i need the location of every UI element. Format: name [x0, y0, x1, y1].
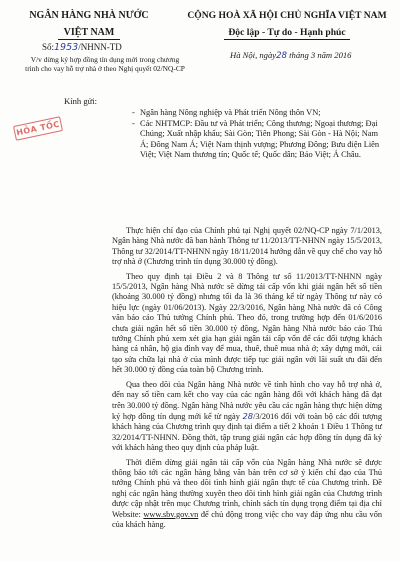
urgent-stamp: HỎA TỐC: [13, 116, 63, 141]
place-date-suffix: tháng 3 năm 2016: [289, 50, 352, 60]
body-paragraph-2: Theo quy định tại Điều 2 và 8 Thông tư số 11/2013/TT-NHNN ngày 15/5/2013, Ngân hàng Nhà nước sẽ dừng tái cấp vốn khi giải ngân hết số tiền (khoảng 30.000 tỷ đồng) nhưng tối đa là 36 tháng kể từ ngày Thông tư này có hiệu lực (ngày 01/06/2013). Ngày 22/3/2016, Ngân hàng Nhà nước đã có Công văn báo cáo Thủ tướng Chính phủ. Theo đó, trong trường hợp đến 01/6/2016 chưa giải ngân hết số tiền 30.000 tỷ đồng, Ngân hàng Nhà nước báo cáo Thủ tướng Chính phủ xem xét gia hạn giải ngân tái cấp vốn để các đối tượng khách hàng cá nhân, hộ gia đình vay để mua, thuê, thuê mua nhà ở; xây dựng mới, cải tạo sửa chữa lại nhà ở của mình được tiếp tục giải ngân với lãi suất ưu đãi đến hết 30.000 tỷ đồng của toàn bộ Chương trình.: [112, 271, 382, 375]
p3-handwritten-day: 28: [242, 410, 254, 421]
document-subject: V/v dừng ký hợp đồng tín dụng mới trong chương trình cho vay hỗ trợ nhà ở theo Nghị quyết 02/NQ-CP: [25, 55, 185, 74]
place-date: [230, 50, 351, 61]
doc-number-handwritten: 1953: [54, 42, 79, 53]
document-body: [112, 226, 382, 534]
doc-number-suffix: /NHNN-TD: [78, 42, 122, 52]
day-handwritten: 28: [276, 51, 288, 61]
body-paragraph-3: [112, 380, 382, 454]
issuer-block: [14, 10, 164, 40]
doc-number-prefix: Số:: [42, 42, 55, 52]
national-title-block: [182, 10, 392, 40]
website-link[interactable]: www.sbv.gov.vn: [143, 509, 199, 519]
issuer-name-line1: NGÂN HÀNG NHÀ NƯỚC: [29, 10, 149, 21]
recipient-item: - Ngân hàng Nông nghiệp và Phát triển Nông thôn VN;: [134, 108, 384, 119]
place-date-prefix: Hà Nội, ngày: [230, 50, 277, 60]
p4-text-b: để chủ động trong việc cho vay đáp ứng nhu cầu vốn của khách hàng.: [112, 509, 382, 529]
national-title: CỘNG HOÀ XÃ HỘI CHỦ NGHĨA VIỆT NAM: [187, 10, 387, 21]
p3-text-b: /3/2016 đối với toàn bộ các đối tượng khách hàng của Chương trình quy định tại điểm a tiết 2 khoản 1 Điều 1 Thông tư 32/2014/TT-NHNN. Đồng thời, tập trung giải ngân các hợp đồng tín dụng đã ký với khách hàng theo quy định của pháp luật.: [112, 411, 382, 453]
issuer-name-line2: VIỆT NAM: [58, 27, 121, 40]
document-number: [42, 42, 122, 53]
recipient-item: - Các NHTMCP: Đầu tư và Phát triển; Công thương; Ngoại thương; Đại Chúng; Xuất nhập khẩu; Sài Gòn; Tiên Phong; Sài Gòn - Hà Nội; Nam Á; Đông Nam Á; Việt Nam thịnh vượng; Phương Đông; Bưu điện Liên Việt; Việt Nam thương tín; Quốc tế; Quốc dân; Bảo Việt; Á Châu.: [134, 119, 384, 161]
recipients-list: [134, 108, 384, 161]
body-paragraph-1: Thực hiện chỉ đạo của Chính phủ tại Nghị quyết 02/NQ-CP ngày 7/1/2013, Ngân hàng Nhà nước đã ban hành Thông tư 11/2013/TT-NHNN ngày 15/5/2013, Thông tư 32/2014/TT-NHNN ngày 18/11/2014 hướng dẫn về quy chế cho vay hỗ trợ nhà ở (Chương trình tín dụng 30.000 tỷ đồng).: [112, 226, 382, 267]
recipients-heading: Kính gửi:: [64, 96, 98, 106]
p4-text-a: Thời điểm dừng giải ngân tái cấp vốn của Ngân hàng Nhà nước sẽ được thông báo tới các ngân hàng bằng văn bản trên cơ sở ý kiến chỉ đạo của Thủ tướng Chính phủ và theo dõi tình hình giải ngân thực tế của Chương trình. Đề nghị các ngân hàng thường xuyên theo dõi tình hình giải ngân của Chương trình được cập nhật trên mục Chương trình, chính sách tín dụng trọng điểm tại địa chỉ Website:: [112, 457, 382, 519]
national-motto: Độc lập - Tự do - Hạnh phúc: [224, 27, 349, 40]
body-paragraph-4: [112, 458, 382, 531]
p3-text-a: Qua theo dõi của Ngân hàng Nhà nước về tình hình cho vay hỗ trợ nhà ở, đến nay số tiền cam kết cho vay của các ngân hàng đối với khách hàng đã đạt trên 30.000 tỷ đồng. Ngân hàng Nhà nước yêu cầu các ngân hàng thực hiện dừng ký hợp đồng tín dụng mới kể từ ngày: [112, 379, 382, 421]
